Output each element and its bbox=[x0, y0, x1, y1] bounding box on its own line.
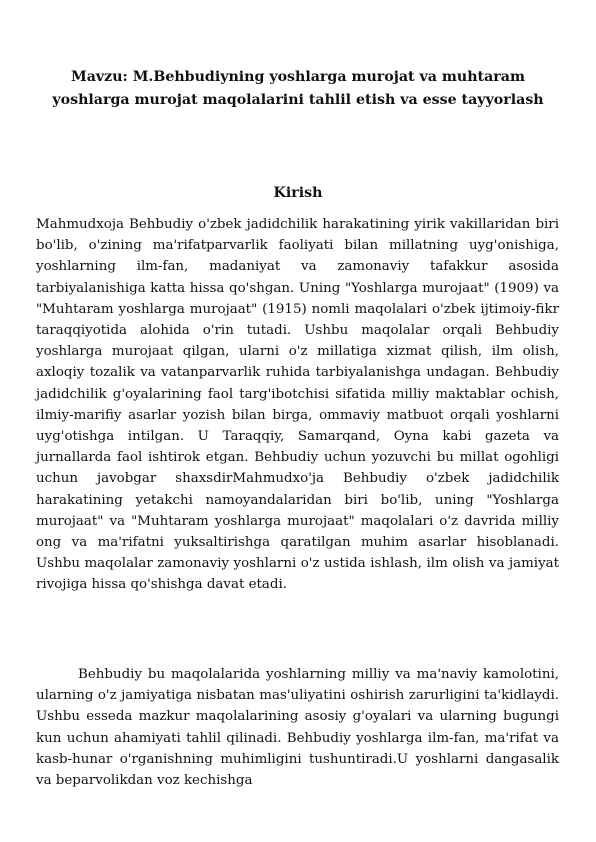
paragraph-second: Behbudiy bu maqolalarida yoshlarning milliy va ma'naviy kamolotini, ularning o'z jamiyatiga nisbatan mas'uliyatini oshirish zarurligini ta'kidlaydi. Ushbu esseda mazkur maqolalarining asosiy g'oyalari va ularning bugungi kun uchun ahamiyati tahlil qilinadi. Behbudiy yoshlarga ilm-fan, ma'rifat va kasb-hunar o'rganishning muhimligini tushuntiradi.U yoshlarni dangasalik va beparvolikdan voz kechishga bbox=[36, 667, 559, 789]
document-title bbox=[40, 66, 556, 112]
title-line-2: yoshlarga murojat maqolalarini tahlil etish va esse tayyorlash bbox=[52, 92, 544, 108]
title-line-1: Mavzu: M.Behbudiyning yoshlarga murojat va muhtaram bbox=[71, 69, 525, 85]
paragraph-intro: Mahmudxoja Behbudiy o'zbek jadidchilik harakatining yirik vakillaridan biri bo'lib, o'zining ma'rifatparvarlik faoliyati bilan millatning uyg'onishiga, yoshlarning ilm-fan, madaniyat va zamonaviy tafakkur asosida tarbiyalanishiga katta hissa qo'shgan. Uning "Yoshlarga murojaat" (1909) va "Muhtaram yoshlarga murojaat" (1915) nomli maqolalari o'zbek ijtimoiy-fikr taraqqiyotida alohida o'rin tutadi. Ushbu maqolalar orqali Behbudiy yoshlarga murojaat qilgan, ularni o'z millatiga xizmat qilish, ilm olish, axloqiy tozalik va vatanparvarlik ruhida tarbiyalanishga undagan. Behbudiy jadidchilik g'oyalarining faol targ'ibotchisi sifatida milliy maktablar ochish, ilmiy-marifiy asarlar yozish bilan birga, ommaviy matbuot orqali yoshlarni uyg'otishga intilgan. U Taraqqiy, Samarqand, Oyna kabi gazeta va jurnallarda faol ishtirok etgan. Behbudiy uchun yozuvchi bu millat ogohligi uchun javobgar shaxsdirMahmudxo'ja Behbudiy o'zbek jadidchilik harakatining yetakchi namoyandalaridan biri bo'lib, uning "Yoshlarga murojaat" va "Muhtaram yoshlarga murojaat" maqolalari o'z davrida milliy ong va ma'rifatni yuksaltirishga qaratilgan muhim asarlar hisoblanadi. Ushbu maqolalar zamonaviy yoshlarni o'z ustida ishlash, ilm olish va jamiyat rivojiga hissa qo'shishga davat etadi. bbox=[36, 217, 559, 593]
section-heading: Kirish bbox=[273, 185, 323, 201]
